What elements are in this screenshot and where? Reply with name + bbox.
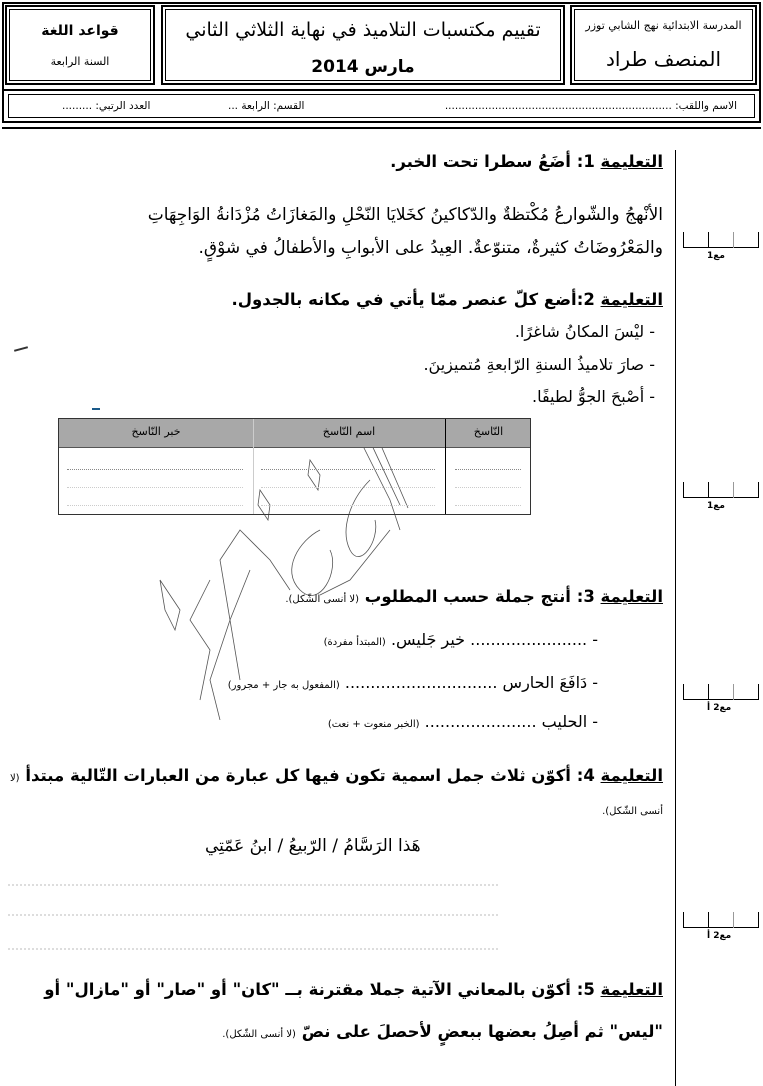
instruction-4-number: 4 [583,766,595,785]
subject-title: قواعد اللغة [41,23,119,39]
instruction-4-phrases: هَذا الرَسَّامُ / الرّبيعُ / ابنُ عَمّتِي [205,836,421,856]
grading-margin-line [675,150,676,1086]
header-divider [2,127,761,129]
writing-line[interactable] [8,914,498,916]
answer-line[interactable] [67,505,243,506]
answer-line[interactable] [261,487,435,488]
teacher-name: المنصف طراد [605,47,722,71]
subject-box [5,5,155,85]
grade-box-1[interactable] [683,230,759,261]
level-label: السنة الرابعة [50,55,110,68]
stray-mark [92,408,100,410]
instruction-3-heading [285,587,663,606]
answer-line[interactable] [455,469,521,470]
instruction-5-number: 5 [583,980,595,999]
instruction-1-paragraph-line-1: الأنْهجُ والشّوارعُ مُكْتظةٌ والدّكاكينُ كخَلايَا النّحْلِ والمَغازَاتُ مُزْدَانةُ الوَاجِهَاتِ [147,205,663,225]
instruction-3-item[interactable]: - دَافَعَ الحارس .............................. (المفعول به جار + مجرور) [227,673,598,692]
instruction-2-number: 2 [583,290,595,309]
writing-line[interactable] [8,884,498,886]
instruction-2-item: - صارَ تلاميذُ السنةِ الرّابعةِ مُتميزينَ. [423,355,655,374]
answer-line[interactable] [67,469,243,470]
instruction-3-label: التعليمة [600,587,663,606]
instruction-3-item[interactable]: - الحليب ...................... (الخبر منعوت + نعت) [327,712,598,731]
item-hint: (المبتدأ مفردة) [323,637,386,648]
class-field[interactable]: القسم: الرابعة ... [228,100,305,112]
instruction-5-label: التعليمة [600,980,663,999]
student-info-row [2,89,761,123]
instruction-2-heading [231,290,663,309]
school-name: المدرسة الابتدائية نهج الشابي توزر [585,19,742,32]
item-hint: (الخبر منعوت + نعت) [327,719,420,730]
table-header-nasikh: النّاسخ [473,425,504,438]
answer-line[interactable] [261,469,435,470]
answer-line[interactable] [67,487,243,488]
instruction-1-text: : أضَعُ سطرا تحت الخبر. [390,152,584,171]
instruction-5-heading-line-2 [222,1022,663,1041]
instruction-5-note: (لا أنسى الشّكل). [222,1029,296,1040]
instruction-2-label: التعليمة [600,290,663,309]
evaluation-box [161,5,565,85]
number-field[interactable]: العدد الرتبي: ......... [62,100,151,112]
table-header-ism: اسم النّاسخ [322,425,376,438]
instruction-5-heading [44,980,663,999]
instruction-4-text: : أكوّن ثلاث جمل اسمية تكون فيها كل عبارة من العبارات التّالية مبتدأ [25,766,584,785]
school-box [570,5,757,85]
answer-line[interactable] [261,505,435,506]
grade-criterion-label: مع1 [707,251,725,261]
instruction-4-note-start: (لا [9,773,20,784]
instruction-1-heading [390,152,663,171]
instruction-3-text: : أنتج جملة حسب المطلوب [364,587,584,606]
instruction-4-label: التعليمة [600,766,663,785]
answer-line[interactable] [455,487,521,488]
grade-criterion-label: مع2 أ [707,703,732,713]
grade-criterion-label: مع2 أ [707,931,732,941]
instruction-4-heading [10,766,663,785]
instruction-5-text-2: "ليس" ثم أصِلُ بعضها ببعضٍ لأحصلَ على نصّ [301,1022,663,1041]
table-header-khabar: خبر النّاسخ [131,425,181,438]
name-field[interactable]: الاسم واللقب: .................................................................... [444,100,737,112]
grade-box-3[interactable] [683,682,759,713]
item-hint: (المفعول به جار + مجرور) [227,680,340,691]
instruction-3-number: 3 [583,587,595,606]
stray-mark [14,346,28,352]
instruction-3-item[interactable]: - ....................... خير جَليس. (المبتدأ مفردة) [323,630,598,649]
instruction-2-text: :أضع كلّ عنصر ممّا يأتي في مكانه بالجدول. [231,290,584,309]
instruction-1-label: التعليمة [600,152,663,171]
grade-criterion-label: مع1 [707,501,725,511]
instruction-2-item: - أصْبحَ الجوُّ لطيفًا. [531,387,655,406]
answer-line[interactable] [455,505,521,506]
instruction-2-item: - ليْسَ المكانُ شاغرًا. [514,322,655,341]
nasikh-table [58,418,531,515]
instruction-3-note: (لا أنسى الشّكل). [285,594,360,605]
grade-box-2[interactable] [683,480,759,511]
grade-box-4[interactable] [683,910,759,941]
instruction-1-number: 1 [583,152,595,171]
evaluation-title: تقييم مكتسبات التلاميذ في نهاية الثلاثي الثاني [185,19,541,41]
writing-line[interactable] [8,948,498,950]
evaluation-date: مارس 2014 [311,57,415,77]
instruction-5-text: : أكوّن بالمعاني الآتية جملا مقترنة بــ "كان" أو "صار" أو "مازال" أو [44,980,584,999]
instruction-4-note-end: أنسى الشّكل). [602,806,663,817]
instruction-1-paragraph-line-2: والمَعْرُوضَاتُ كثيرةٌ، متنوّعةٌ. العِيدُ على الأبوابِ والأطفالُ في شوْقٍ. [198,238,663,258]
